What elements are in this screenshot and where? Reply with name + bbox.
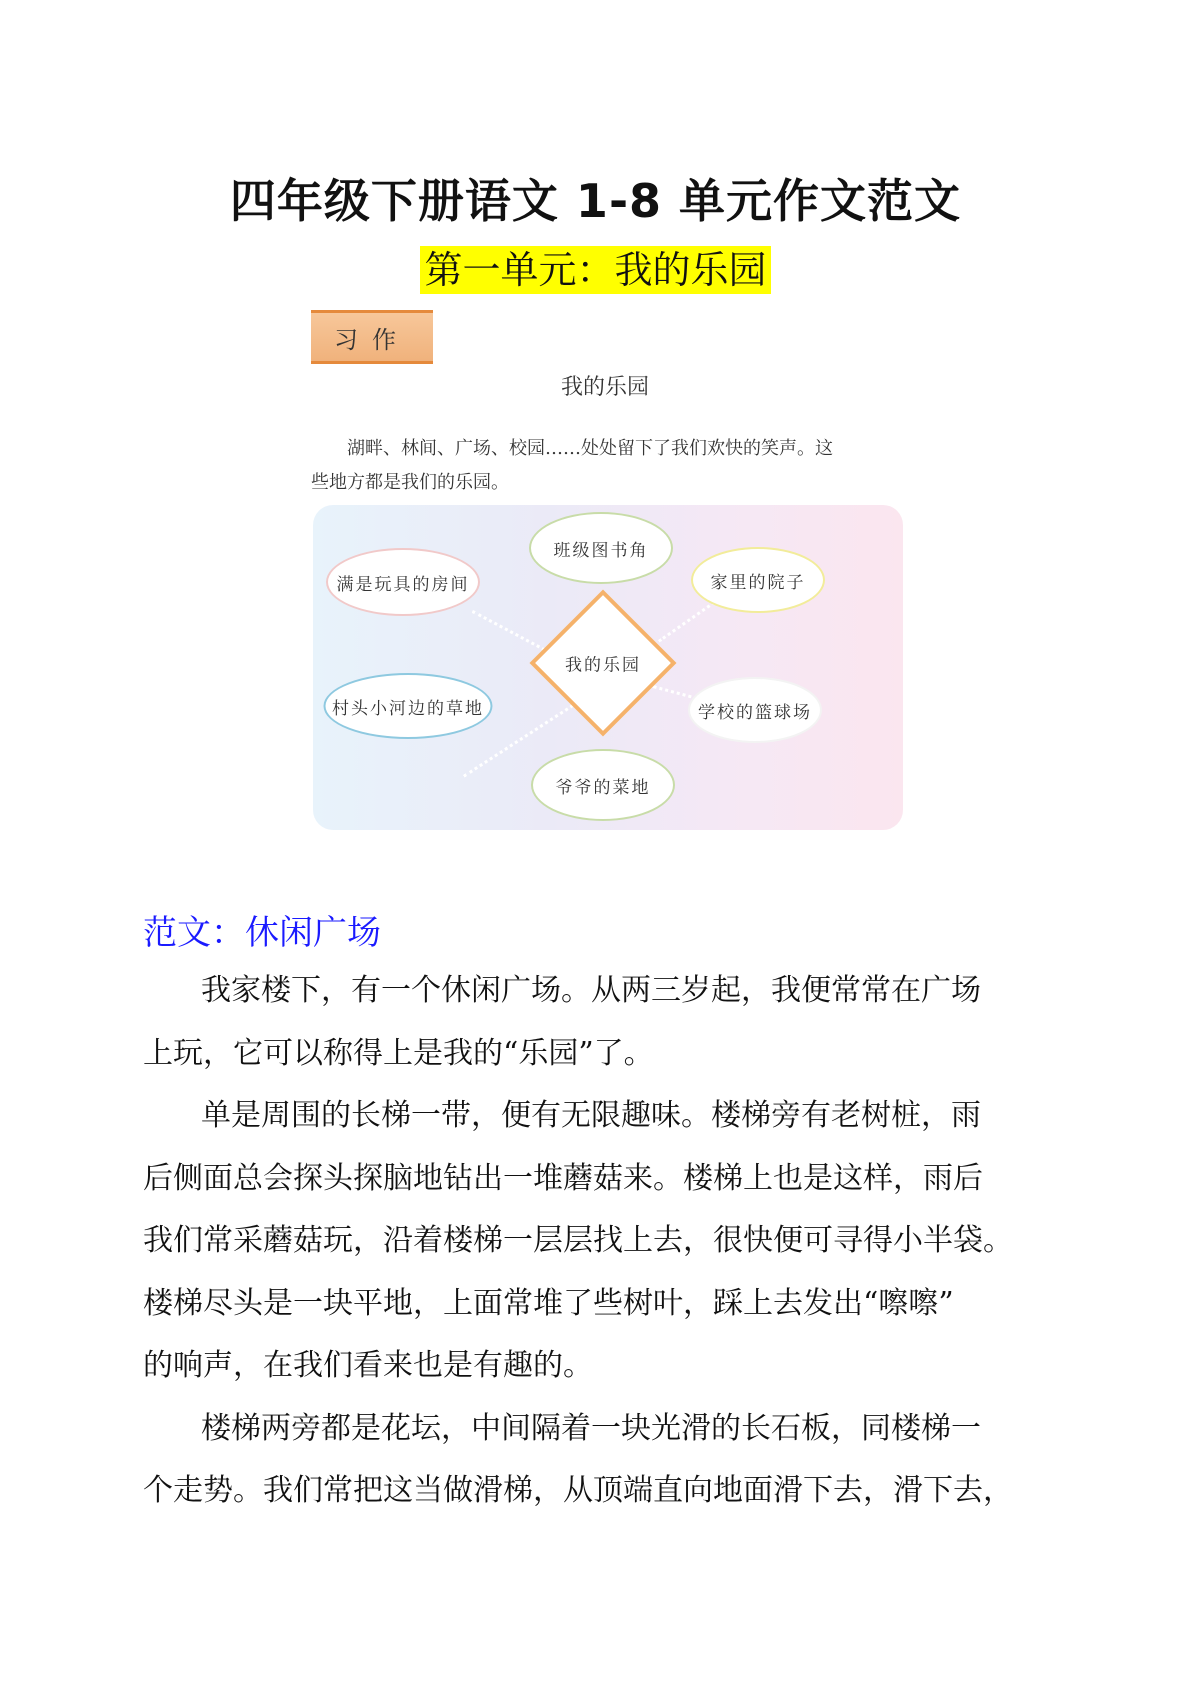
node-home-yard: 家里的院子 [691, 547, 825, 613]
intro-line: 些地方都是我们的乐园。 [311, 472, 509, 493]
node-basketball-court: 学校的篮球场 [688, 677, 822, 743]
textbook-figure [305, 300, 905, 830]
node-river-grass: 村头小河边的草地 [324, 673, 493, 739]
essay-line: 楼梯两旁都是花坛，中间隔着一块光滑的长石板，同楼梯一 [201, 1410, 981, 1446]
figure-title: 我的乐园 [560, 375, 649, 400]
node-toy-room: 满是玩具的房间 [326, 548, 480, 616]
intro-line: 湖畔、林间、广场、校园……处处留下了我们欢快的笑声。这 [347, 438, 833, 459]
essay-line: 楼梯尽头是一块平地，上面常堆了些树叶，踩上去发出“嚓嚓” [143, 1285, 954, 1321]
essay-body [143, 960, 1013, 1523]
mind-map [313, 505, 903, 830]
exercise-badge: 习作 [311, 310, 433, 364]
essay-line: 的响声，在我们看来也是有趣的。 [143, 1348, 593, 1383]
essay-line: 我家楼下，有一个休闲广场。从两三岁起，我便常常在广场 [201, 973, 981, 1008]
center-label: 我的乐园 [565, 655, 641, 676]
essay-line: 我们常采蘑菇玩，沿着楼梯一层层找上去，很快便可寻得小半袋。 [143, 1223, 1013, 1258]
essay-line: 单是周围的长梯一带，便有无限趣味。楼梯旁有老树桩，雨 [201, 1098, 981, 1133]
document-title: 四年级下册语文 1-8 单元作文范文 [229, 174, 962, 228]
essay-line: 个走势。我们常把这当做滑梯，从顶端直向地面滑下去，滑下去， [143, 1473, 1013, 1508]
essay-heading: 范文：休闲广场 [143, 913, 381, 953]
node-grandpa-garden: 爷爷的菜地 [531, 749, 675, 821]
unit-heading: 第一单元：我的乐园 [420, 246, 770, 294]
essay-line: 上玩，它可以称得上是我的“乐园”了。 [143, 1035, 654, 1071]
node-class-library: 班级图书角 [529, 512, 673, 584]
figure-intro [311, 432, 901, 500]
essay-line: 后侧面总会探头探脑地钻出一堆蘑菇来。楼梯上也是这样，雨后 [143, 1160, 983, 1196]
